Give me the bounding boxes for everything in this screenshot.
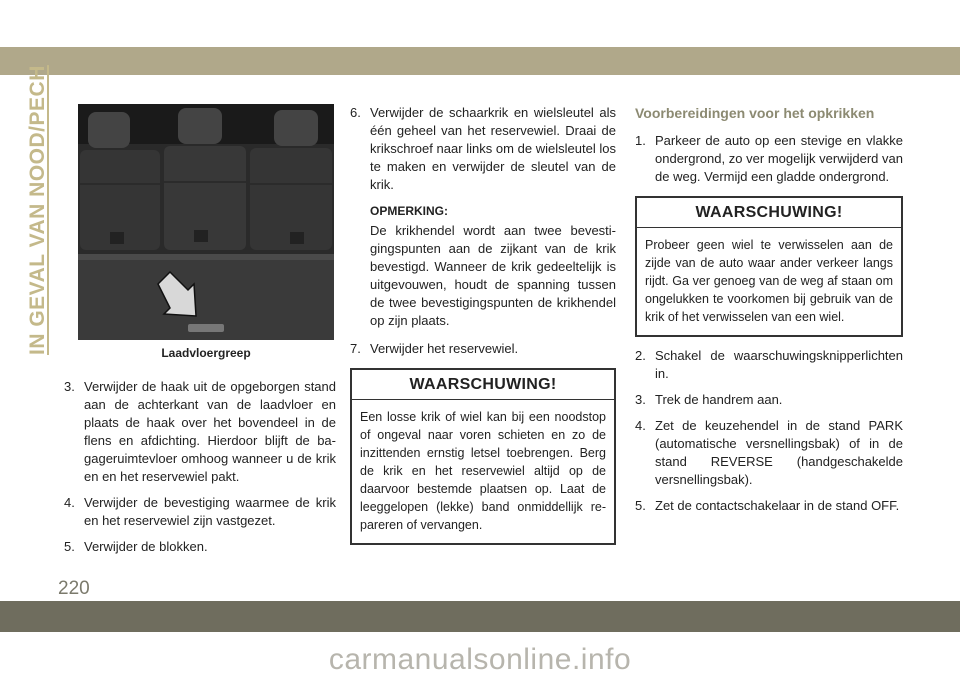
watermark-link[interactable]: carmanualsonline.info — [328, 643, 632, 676]
step-list-2b — [350, 340, 616, 358]
column-1 — [64, 104, 336, 564]
list-item: 2. Schakel de waarschuwingsknipperlichten in. — [635, 348, 903, 381]
step-list-3b — [635, 347, 903, 515]
header-band — [0, 47, 960, 75]
warning-text: Een losse krik of wiel kan bij een noodstop of ongeval naar voren schieten en zo de inzittenden ernstig letsel toebrengen. Berg de krik en het reservewiel altijd op de daarvoor bestemde plaatsen op. Laat de leeggelopen (lekke) band onmiddellijk re-pareren of vervangen. — [360, 410, 606, 532]
footer-band — [0, 601, 960, 632]
list-item: 5. Verwijder de blokken. — [64, 539, 208, 554]
list-item: 3. Verwijder de haak uit de opgeborgen stand aan de achterkant van de laadvloer en plaats de haak over het bovendeel in de flens en afdichting. Hierdoor blijft de ba-gageruimtevloer omhoog wanneer u de krik en en het reservewiel pakt. — [64, 379, 336, 484]
warning-text: Probeer geen wiel te verwisselen aan de zijde van de auto waar ander verkeer langs rijdt. Ga ver genoeg van de weg af staan om ongelukken te voorkomen bij gebruik van de krik of het verwisselen van een wiel. — [645, 238, 893, 324]
warning-box — [350, 368, 616, 545]
column-2 — [350, 104, 616, 555]
column-3 — [635, 104, 903, 523]
section-heading: Voorbereidingen voor het opkrikken — [635, 105, 875, 121]
chapter-title: IN GEVAL VAN NOOD/PECH — [26, 65, 49, 355]
step-list-2a — [350, 104, 616, 194]
warning-title: WAARSCHUWING! — [637, 198, 901, 228]
step-list-3a — [635, 132, 903, 186]
warning-title: WAARSCHUWING! — [352, 370, 614, 400]
list-item: 4. Zet de keuzehendel in de stand PARK (automatische versnellingsbak) of in de stand REVERSE (handgeschakelde versnellingsbak). — [635, 418, 903, 487]
list-item: 5. Zet de contactschakelaar in de stand OFF. — [635, 498, 900, 513]
list-item: 7. Verwijder het reservewiel. — [350, 341, 519, 356]
cargo-floor-photo — [78, 104, 334, 340]
note-title: OPMERKING: — [370, 204, 448, 218]
figure-caption: Laadvloergreep — [161, 346, 251, 360]
step-list-1 — [64, 378, 336, 556]
list-item: 1. Parkeer de auto op een stevige en vlakke ondergrond, zo ver mogelijk verwijderd van de weg. Vermijd een gladde ondergrond. — [635, 133, 903, 184]
list-item: 3. Trek de handrem aan. — [635, 392, 783, 407]
note-text: De krikhendel wordt aan twee bevesti-gingspunten aan de zijkant van de krik bevestigd. Wanneer de krik gedeeltelijk is uitgevouwen, houdt de spanning tussen de twee bevestigingspunten de krikhendel op zijn plaats. — [370, 223, 616, 328]
warning-box — [635, 196, 903, 337]
list-item: 4. Verwijder de bevestiging waarmee de krik en het reservewiel zijn vastgezet. — [64, 495, 336, 528]
list-item: 6. Verwijder de schaarkrik en wielsleutel als één geheel van het reservewiel. Draai de krikschroef naar links om de wielsleutel los te maken en verwijder de sleutel van de krik. — [350, 105, 616, 192]
page-number: 220 — [58, 578, 90, 599]
